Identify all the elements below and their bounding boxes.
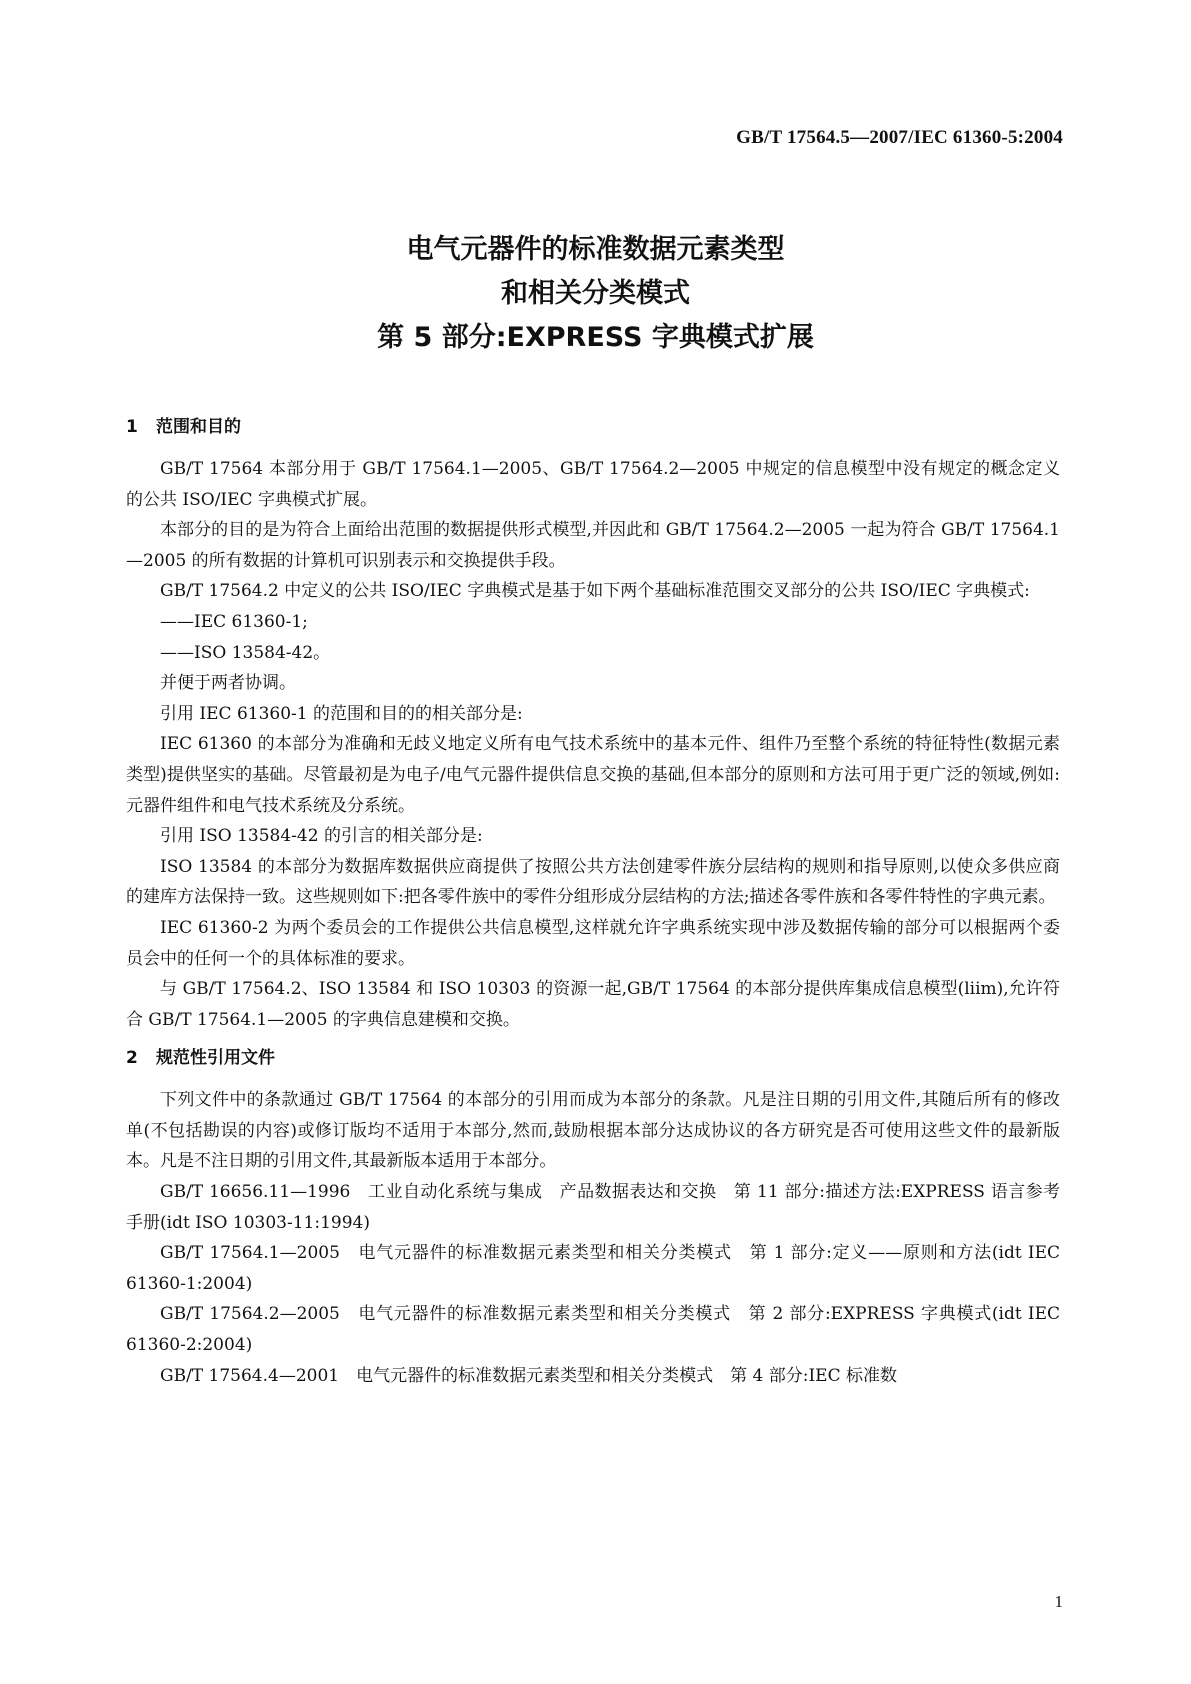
reference-entry: GB/T 16656.11—1996 工业自动化系统与集成 产品数据表达和交换 第 11 部分:描述方法:EXPRESS 语言参考手册(idt ISO 10303-11:1994): [126, 1182, 1060, 1233]
paragraph: GB/T 17564 本部分用于 GB/T 17564.1—2005、GB/T 17564.2—2005 中规定的信息模型中没有规定的概念定义的公共 ISO/IEC 字典模式扩展。: [126, 459, 1060, 510]
paragraph: IEC 61360-2 为两个委员会的工作提供公共信息模型,这样就允许字典系统实现中涉及数据传输的部分可以根据两个委员会中的任何一个的具体标准的要求。: [126, 917, 1060, 969]
reference-entry: GB/T 17564.1—2005 电气元器件的标准数据元素类型和相关分类模式 第 1 部分:定义——原则和方法(idt IEC 61360-1:2004): [126, 1243, 1060, 1294]
document-title: [0, 228, 1191, 360]
paragraph: GB/T 17564.2 中定义的公共 ISO/IEC 字典模式是基于如下两个基础标准范围交叉部分的公共 ISO/IEC 字典模式:: [160, 581, 1030, 602]
paragraph: 下列文件中的条款通过 GB/T 17564 的本部分的引用而成为本部分的条款。凡是注日期的引用文件,其随后所有的修改单(不包括勘误的内容)或修订版均不适用于本部分,然而,鼓励根据本部分达成协议的各方研究是否可使用这些文件的最新版本。凡是不注日期的引用文件,其最新版本适用于本部分。: [126, 1090, 1060, 1172]
reference-entry: GB/T 17564.4—2001 电气元器件的标准数据元素类型和相关分类模式 第 4 部分:IEC 标准数: [160, 1365, 897, 1386]
paragraph: 并便于两者协调。: [160, 673, 296, 694]
section-title: 范围和目的: [156, 417, 241, 437]
section-heading-normative-references: [126, 1043, 1060, 1073]
standard-number-header: GB/T 17564.5—2007/IEC 61360-5:2004: [736, 127, 1063, 148]
list-item: ——ISO 13584-42。: [160, 642, 331, 663]
title-line-2: 和相关分类模式: [501, 278, 690, 309]
page-number: 1: [1054, 1592, 1063, 1611]
section-title: 规范性引用文件: [156, 1048, 275, 1069]
paragraph: 引用 ISO 13584-42 的引言的相关部分是:: [160, 826, 483, 847]
paragraph: 与 GB/T 17564.2、ISO 13584 和 ISO 10303 的资源一起,GB/T 17564 的本部分提供库集成信息模型(liim),允许符合 GB/T 17564.1—2005 的字典信息建模和交换。: [126, 979, 1060, 1030]
section-number: 2: [126, 1048, 138, 1069]
title-line-1: 电气元器件的标准数据元素类型: [406, 234, 785, 265]
document-body: [126, 412, 1060, 1391]
paragraph: 引用 IEC 61360-1 的范围和目的的相关部分是:: [160, 703, 523, 724]
paragraph: ISO 13584 的本部分为数据库数据供应商提供了按照公共方法创建零件族分层结构的规则和指导原则,以使众多供应商的建库方法保持一致。这些规则如下:把各零件族中的零件分组形成分层结构的方法;描述各零件族和各零件特性的字典元素。: [126, 856, 1060, 908]
paragraph: 本部分的目的是为符合上面给出范围的数据提供形式模型,并因此和 GB/T 17564.2—2005 一起为符合 GB/T 17564.1—2005 的所有数据的计算机可识别表示和交换提供手段。: [126, 520, 1060, 571]
title-line-3: 第 5 部分:EXPRESS 字典模式扩展: [377, 322, 814, 353]
list-item: ——IEC 61360-1;: [160, 611, 308, 632]
paragraph: IEC 61360 的本部分为准确和无歧义地定义所有电气技术系统中的基本元件、组件乃至整个系统的特征特性(数据元素类型)提供坚实的基础。尽管最初是为电子/电气元器件提供信息交换的基础,但本部分的原则和方法可用于更广泛的领域,例如:元器件组件和电气技术系统及分系统。: [126, 734, 1060, 816]
section-number: 1: [126, 417, 138, 437]
section-heading-scope: [126, 412, 1060, 442]
reference-entry: GB/T 17564.2—2005 电气元器件的标准数据元素类型和相关分类模式 第 2 部分:EXPRESS 字典模式(idt IEC 61360-2:2004): [126, 1304, 1060, 1356]
